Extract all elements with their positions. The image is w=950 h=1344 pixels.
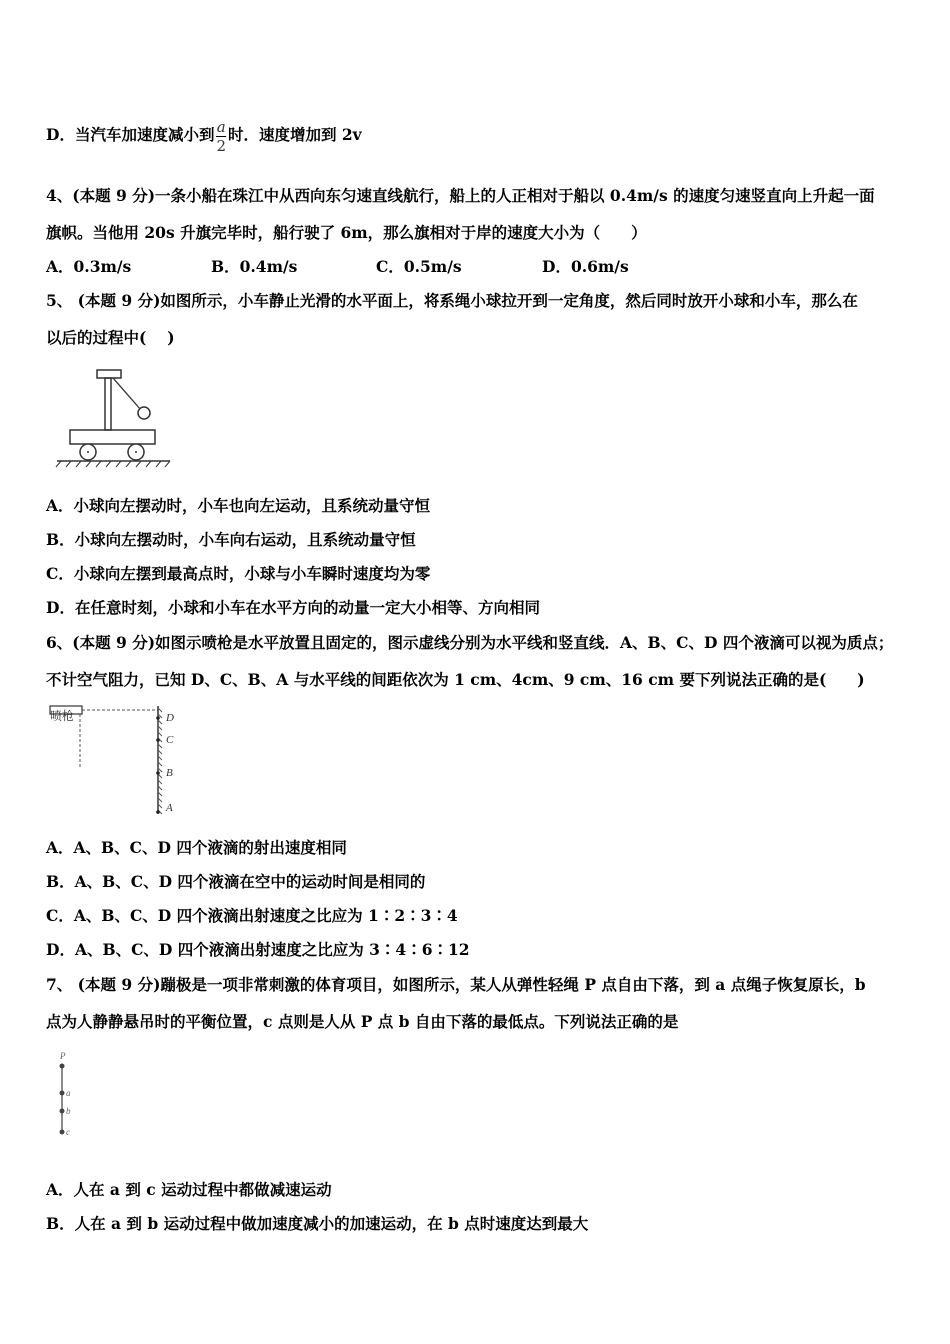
point-a-dot [156,810,160,814]
point-c-dot [156,738,160,742]
q3-option-d-text-post: 时．速度增加到 2v [228,125,362,144]
pendulum-ball [138,407,150,419]
q6-option-d: D．A、B、C、D 四个液滴出射速度之比应为 3∶4∶6∶12 [46,940,470,959]
point-b-label: B [166,767,173,779]
point-p-label: P [60,1051,66,1061]
fraction-denominator: 2 [216,136,226,155]
point-c-label: C [166,734,174,746]
spray-gun-label: 喷枪 [50,709,75,723]
q7-stem-line2: 点为人静静悬吊时的平衡位置，c 点则是人从 P 点 b 自由下落的最低点。下列说法正确的是 [46,1012,679,1031]
cart-body [70,430,155,444]
q5-option-c: C．小球向左摆到最高点时，小球与小车瞬时速度均为零 [46,564,431,583]
point-b-label: b [66,1106,71,1116]
q5-option-d: D．在任意时刻，小球和小车在水平方向的动量一定大小相等、方向相同 [46,598,540,617]
fraction-a-over-2 [216,118,226,155]
q5-option-a: A．小球向左摆动时，小车也向左运动，且系统动量守恒 [46,496,431,515]
q7-option-b: B．人在 a 到 b 运动过程中做加速度减小的加速运动，在 b 点时速度达到最大 [46,1214,589,1233]
q3-option-d [46,100,916,170]
q4-stem-line2: 旗帜。当他用 20s 升旗完毕时，船行驶了 6m，那么旗相对于岸的速度大小为（ ） [46,223,647,242]
q6-stem-line1: 6、(本题 9 分)如图示喷枪是水平放置且固定的，图示虚线分别为水平线和竖直线．A、B、C、D 四个液滴可以视为质点； [46,633,894,652]
ground-hatching [56,461,170,467]
q4-option-c: C．0.5m/s [376,257,462,276]
point-a-label: A [166,802,173,814]
pendulum-post [105,378,111,430]
q6-option-c: C．A、B、C、D 四个液滴出射速度之比应为 1∶2∶3∶4 [46,906,458,925]
point-a-dot [60,1091,65,1096]
q5-stem-line1: 5、 (本题 9 分)如图所示，小车静止光滑的水平面上，将系绳小球拉开到一定角度，然后同时放开小球和小车，那么在 [46,291,858,310]
pendulum-top-bar [97,370,121,378]
fraction-numerator: a [216,117,226,136]
q7-option-a: A．人在 a 到 c 运动过程中都做减速运动 [46,1180,332,1199]
point-b-dot [60,1109,65,1114]
point-c-dot [60,1130,65,1135]
q5-stem-line2: 以后的过程中( ) [46,328,175,347]
point-b-dot [156,771,160,775]
point-d-dot [156,716,160,720]
pendulum-string [113,378,141,410]
q5-option-b: B．小球向左摆动时，小车向右运动，且系统动量守恒 [46,530,416,549]
point-d-label: D [166,712,174,724]
q4-stem-line1: 4、(本题 9 分)一条小船在珠江中从西向东匀速直线航行，船上的人正相对于船以 0.4m/s 的速度匀速竖直向上升起一面 [46,186,875,205]
q6-option-a: A．A、B、C、D 四个液滴的射出速度相同 [46,838,347,857]
q6-stem-line2: 不计空气阻力，已知 D、C、B、A 与水平线的间距依次为 1 cm、4cm、9 cm、16 cm 要下列说法正确的是( ) [46,670,865,689]
point-a-label: a [66,1088,71,1098]
point-c-label: c [66,1127,70,1137]
q4-option-b: B．0.4m/s [211,257,298,276]
q3-option-d-text-pre: D．当汽车加速度减小到 [46,125,215,144]
q4-option-d: D．0.6m/s [542,257,629,276]
q6-option-b: B．A、B、C、D 四个液滴在空中的运动时间是相同的 [46,872,426,891]
q7-stem-line1: 7、 (本题 9 分)蹦极是一项非常刺激的体育项目，如图所示，某人从弹性轻绳 P 点自由下落，到 a 点绳子恢复原长，b [46,975,866,994]
point-p-dot [60,1064,65,1069]
cart-pendulum-figure [55,368,175,470]
q4-option-a: A．0.3m/s [46,257,132,276]
